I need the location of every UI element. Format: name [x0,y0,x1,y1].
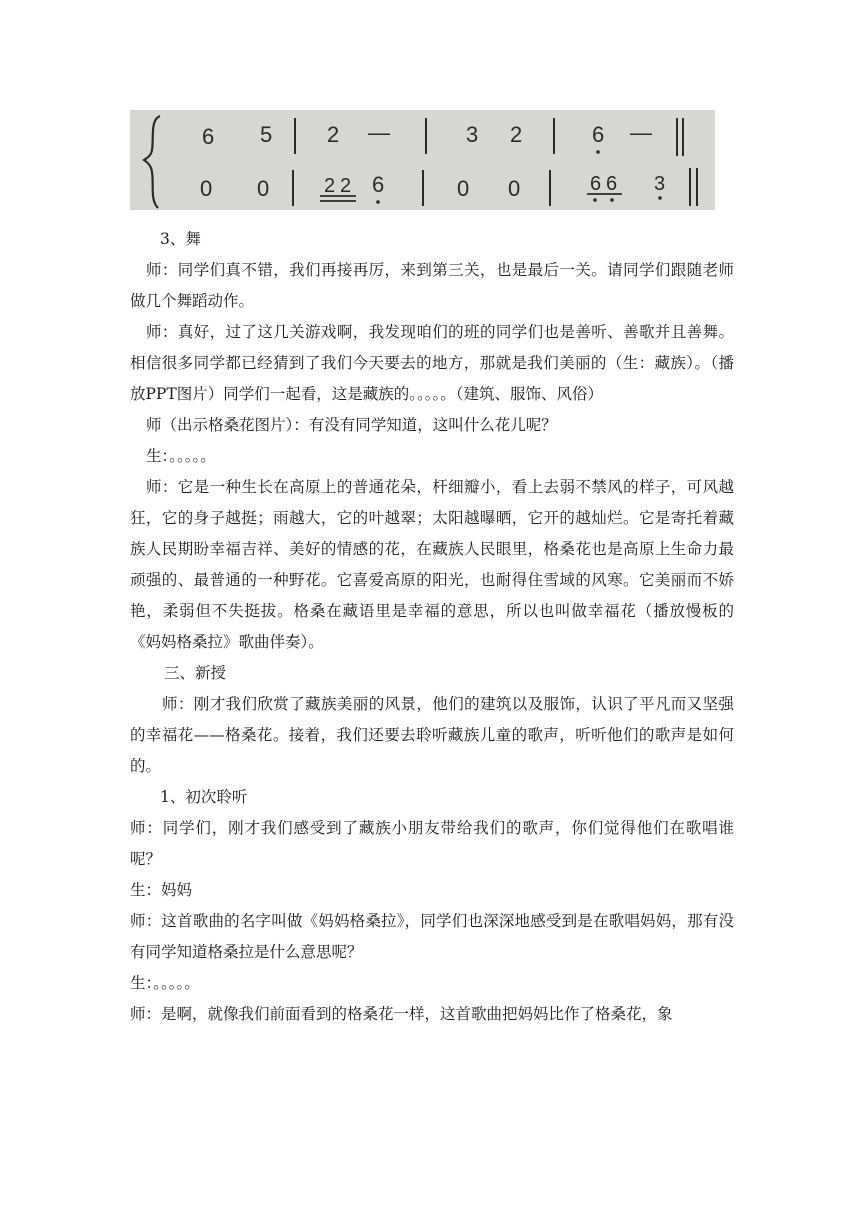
octave-dot [658,196,662,200]
upper-note: 6 [592,122,605,147]
score-drawing [130,110,715,210]
lower-note: 0 [457,176,470,201]
upper-note: 5 [260,122,273,147]
brace-mark [144,116,160,208]
paragraph: 师：它是一种生长在高原上的普通花朵，杆细瓣小，看上去弱不禁风的样子，可风越狂，它的身子越挺；雨越大，它的叶越翠；太阳越曝晒，它开的越灿烂。它是寄托着藏族人民期盼幸福吉祥、美好的情感的花，在藏族人民眼里，格桑花也是高原上生命力最顽强的、最普通的一种野花。它喜爱高原的阳光，也耐得住雪域的风寒。它美丽而不娇艳，柔弱但不失挺拔。格桑在藏语里是幸福的意思，所以也叫做幸福花（播放慢板的《妈妈格桑拉》歌曲伴奏）。 [130,478,734,651]
octave-dot [610,198,614,202]
upper-note: 3 [466,122,479,147]
paragraph: 师：同学们真不错，我们再接再厉，来到第三关，也是最后一关。请同学们跟随老师做几个舞蹈动作。 [130,261,734,310]
subheading-dance: 3、舞 [160,230,201,248]
lower-note: 3 [654,173,666,195]
lower-note: 0 [200,176,213,201]
paragraph: 师：是啊，就像我们前面看到的格桑花一样，这首歌曲把妈妈比作了格桑花，象 [130,1005,673,1023]
lower-note: 0 [508,176,521,201]
paragraph: 师：刚才我们欣赏了藏族美丽的风景，他们的建筑以及服饰，认识了平凡而又坚强的幸福花——格桑花。接着，我们还要去聆听藏族儿童的歌声，听听他们的歌声是如何的。 [130,695,734,775]
octave-dot [593,198,597,202]
paragraph: 生：。。。。。 [146,447,216,465]
lower-note: 0 [257,176,270,201]
upper-note: — [368,120,390,145]
octave-dot [376,200,380,204]
paragraph: 生：。。。。。 [130,974,200,992]
lower-note: 2 [340,175,352,197]
octave-dot [596,150,600,154]
body-text [130,224,734,1030]
upper-note: 6 [202,124,215,149]
lower-note: 6 [590,173,602,195]
paragraph: 师：这首歌曲的名字叫做《妈妈格桑拉》，同学们也深深地感受到是在歌唱妈妈，那有没有同学知道格桑拉是什么意思呢？ [130,912,734,961]
upper-note: — [630,120,652,145]
lower-note: 6 [372,172,385,197]
music-score-image [130,110,715,210]
paragraph: 生：妈妈 [130,881,193,899]
paragraph: 师：同学们，刚才我们感受到了藏族小朋友带给我们的歌声，你们觉得他们在歌唱谁呢？ [130,819,734,868]
upper-note: 2 [510,122,523,147]
upper-note: 2 [327,122,340,147]
lower-note: 2 [324,175,336,197]
lower-note: 6 [606,173,618,195]
paragraph: 师（出示格桑花图片）：有没有同学知道，这叫什么花儿呢？ [146,416,557,434]
section-heading: 三、新授 [164,664,227,682]
subheading-first-listen: 1、初次聆听 [160,788,248,806]
paragraph: 师：真好，过了这几关游戏啊，我发现咱们的班的同学们也是善听、善歌并且善舞。相信很多同学都已经猜到了我们今天要去的地方，那就是我们美丽的（生：藏族）。（播放PPT图片）同学们一起看，这是藏族的。。。。。（建筑、服饰、风俗） [130,323,734,403]
